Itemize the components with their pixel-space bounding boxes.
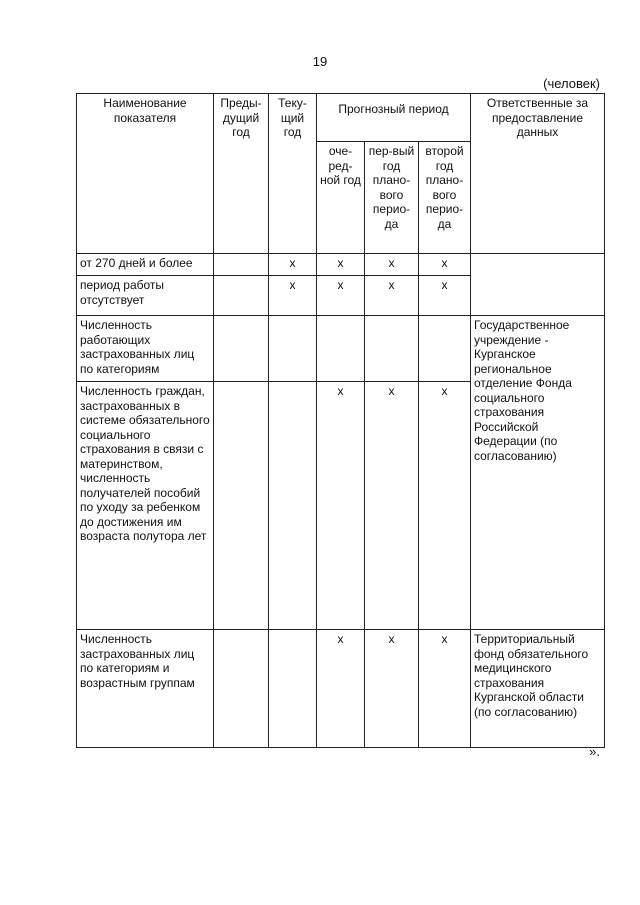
row-curr [269, 382, 317, 630]
row-second: х [419, 382, 471, 630]
row-name: от 270 дней и более [77, 254, 214, 276]
row-prev [214, 316, 269, 382]
header-forecast-period: Прогнозный период [317, 94, 471, 142]
header-row-top [77, 94, 605, 142]
row-second: х [419, 630, 471, 748]
row-name: Численность работающих застрахованных лиц по категориям [77, 316, 214, 382]
row-next: х [317, 276, 365, 316]
row-curr: х [269, 254, 317, 276]
row-next: х [317, 382, 365, 630]
table-row [77, 254, 605, 276]
header-next-year: оче-ред-ной год [317, 142, 365, 254]
row-first: х [365, 254, 419, 276]
row-name: период работы отсутствует [77, 276, 214, 316]
indicators-table [76, 93, 605, 748]
row-second [419, 316, 471, 382]
table-row [77, 630, 605, 748]
row-curr [269, 630, 317, 748]
row-curr [269, 316, 317, 382]
header-previous-year: Преды-дущий год [214, 94, 269, 254]
row-next [317, 316, 365, 382]
row-second: х [419, 276, 471, 316]
row-next: х [317, 630, 365, 748]
row-curr: х [269, 276, 317, 316]
header-indicator-name: Наименование показателя [77, 94, 214, 254]
row-first [365, 316, 419, 382]
header-current-year: Теку-щий год [269, 94, 317, 254]
row-name: Численность застрахованных лиц по категориям и возрастным группам [77, 630, 214, 748]
row-name: Численность граждан, застрахованных в системе обязательного социального страхования в связи с материнством, численность получателей пособий по уходу за ребенком до достижения им возраста полутора лет [77, 382, 214, 630]
page-number: 19 [312, 54, 328, 69]
row-second: х [419, 254, 471, 276]
header-responsible: Ответственные за предоставление данных [471, 94, 605, 254]
row-prev [214, 630, 269, 748]
responsible-empty [471, 254, 605, 316]
row-prev [214, 382, 269, 630]
row-next: х [317, 254, 365, 276]
table-row [77, 316, 605, 382]
header-second-plan-year: второй год плано-вого перио-да [419, 142, 471, 254]
row-first: х [365, 382, 419, 630]
row-prev [214, 276, 269, 316]
responsible-fss: Государственное учреждение - Курганское региональное отделение Фонда социального страхования Российской Федерации (по согласованию) [471, 316, 605, 630]
responsible-foms: Территориальный фонд обязательного медицинского страхования Курганской области (по согласованию) [471, 630, 605, 748]
units-label: (человек) [543, 76, 600, 91]
row-first: х [365, 276, 419, 316]
closing-quote-mark: ». [589, 744, 600, 759]
row-first: х [365, 630, 419, 748]
header-first-plan-year: пер-вый год плано-вого перио-да [365, 142, 419, 254]
row-prev [214, 254, 269, 276]
